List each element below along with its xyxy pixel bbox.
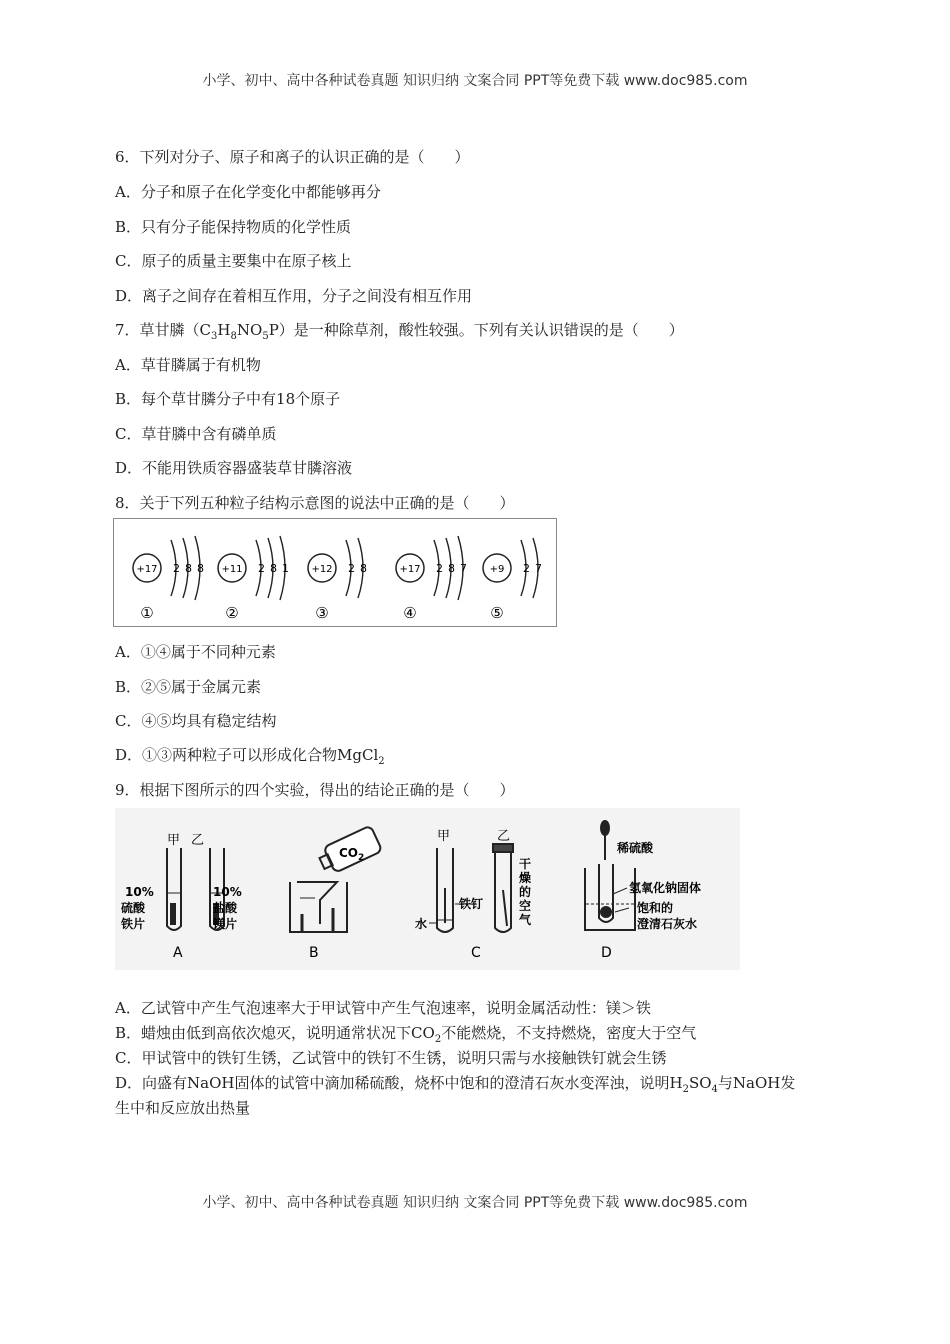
q8-option-b: B．②⑤属于金属元素 [115,678,262,696]
particle-label: ① [140,604,154,622]
particle-label: ④ [403,604,417,622]
shell-electron-count: 8 [360,562,367,575]
page-footer: 小学、初中、高中各种试卷真题 知识归纳 文案合同 PPT等免费下载 www.doc985.com [202,1195,748,1211]
q6-option-c: C．原子的质量主要集中在原子核上 [115,252,352,270]
experiment-figure [115,808,740,970]
particle-label: ⑤ [490,604,504,622]
shell-electron-count: 2 [523,562,530,575]
shell-electron-count: 2 [258,562,265,575]
svg-text:B: B [309,945,319,961]
q9-option-b: B．蜡烛由低到高依次熄灭，说明通常状况下$CO_2$不能燃烧，不支持燃烧，密度大于空气 [115,1024,697,1045]
q7-option-d: D．不能用铁质容器盛装草甘膦溶液 [115,459,353,477]
q7-stem: 7．草甘膦$(C_3H_8NO_5P)$是一种除草剂，酸性较强。下列有关认识错误的是（ ） [115,321,684,342]
shell-electron-count: 7 [535,562,542,575]
co2-label: $CO_2$ [339,846,365,863]
a-yi-label: 乙 [191,833,205,848]
q8-stem: 8．关于下列五种粒子结构示意图的说法中正确的是（ ） [115,494,515,512]
svg-text:气: 气 [519,913,532,927]
svg-text:盐酸: 盐酸 [213,901,238,915]
svg-text:的: 的 [519,885,532,899]
c-yi-label: 乙 [497,829,511,844]
particle-structure-figure [113,518,558,628]
shell-electron-count: 2 [436,562,443,575]
svg-text:空: 空 [519,899,532,913]
page-header: 小学、初中、高中各种试卷真题 知识归纳 文案合同 PPT等免费下载 www.doc985.com [202,73,748,89]
a-jia-label: 甲 [167,833,181,848]
shell-electron-count: 8 [185,562,192,575]
svg-text:饱和的: 饱和的 [637,901,674,915]
particle-label: ③ [315,604,329,622]
shell-electron-count: 2 [173,562,180,575]
svg-text:C: C [471,945,481,961]
shell-electron-count: 2 [348,562,355,575]
q6-option-a: A．分子和原子在化学变化中都能够再分 [115,183,381,201]
shell-electron-count: 8 [197,562,204,575]
svg-text:硫酸: 硫酸 [121,901,146,915]
q7-option-a: A．草苷膦属于有机物 [115,356,261,374]
q9-option-d: D．向盛有NaOH固体的试管中滴加稀硫酸，烧杯中饱和的澄清石灰水变浑浊，说明$H_2SO_4$与NaOH发 [115,1074,796,1095]
q9-option-c: C．甲试管中的铁钉生锈，乙试管中的铁钉不生锈，说明只需与水接触铁钉就会生锈 [115,1049,667,1067]
svg-text:铁钉: 铁钉 [459,897,484,911]
particle-label: ② [225,604,239,622]
q8-option-c: C．④⑤均具有稳定结构 [115,712,277,730]
svg-text:10%: 10% [213,885,242,899]
q6-option-b: B．只有分子能保持物质的化学性质 [115,218,352,236]
svg-text:水: 水 [415,917,428,931]
svg-text:燥: 燥 [519,871,532,885]
c-jia-label: 甲 [437,829,451,844]
svg-text:干: 干 [519,857,532,871]
shell-electron-count: 8 [270,562,277,575]
svg-text:铁片: 铁片 [121,917,146,931]
q6-option-d: D．离子之间存在着相互作用，分子之间没有相互作用 [115,287,473,305]
nucleus-charge: +12 [311,564,333,575]
svg-text:镁片: 镁片 [213,917,238,931]
svg-text:氢氧化钠固体: 氢氧化钠固体 [629,881,702,895]
shell-electron-count: 7 [460,562,467,575]
shell-electron-count: 8 [448,562,455,575]
svg-text:稀硫酸: 稀硫酸 [617,841,654,855]
nucleus-charge: +17 [399,564,421,575]
q8-option-d: D．①③两种粒子可以形成化合物MgCl$_2$ [115,746,385,767]
svg-text:D: D [601,945,612,961]
q9-stem: 9．根据下图所示的四个实验，得出的结论正确的是（ ） [115,781,515,799]
q7-option-c: C．草苷膦中含有磷单质 [115,425,277,443]
nucleus-charge: +17 [136,564,158,575]
q9-option-a: A．乙试管中产生气泡速率大于甲试管中产生气泡速率，说明金属活动性：镁＞铁 [115,999,651,1017]
q9-option-d-cont: 生中和反应放出热量 [115,1099,251,1117]
q8-option-a: A．①④属于不同种元素 [115,643,276,661]
q7-option-b: B．每个草甘膦分子中有18个原子 [115,390,341,408]
nucleus-charge: +11 [221,564,243,575]
svg-text:10%: 10% [125,885,154,899]
svg-text:A: A [173,945,183,961]
nucleus-charge: +9 [489,564,505,575]
q6-stem: 6．下列对分子、原子和离子的认识正确的是（ ） [115,148,470,166]
svg-text:澄清石灰水: 澄清石灰水 [637,917,698,931]
shell-electron-count: 1 [282,562,289,575]
